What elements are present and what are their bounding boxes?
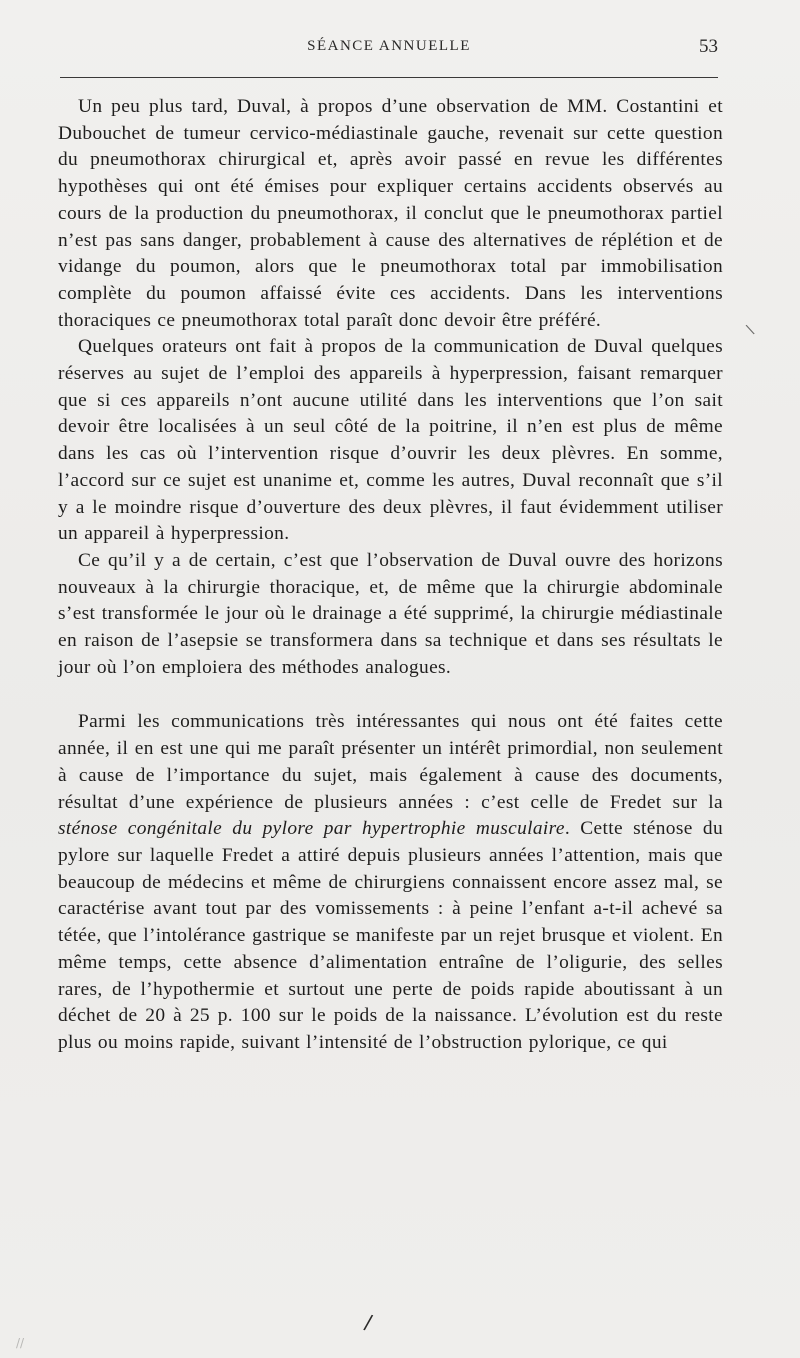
body-text [58, 94, 723, 1057]
stenose-title-italic: sténose congénitale du pylore par hypertrophie musculaire [58, 818, 565, 840]
stenose-text-after: . Cette sténose du pylore sur laquelle Fredet a attiré depuis plusieurs années l’attention, mais que beaucoup de médecins et même de chirurgiens connaissent encore assez mal, se caractérise avant tout par des vomissements : à peine l’enfant a-t-il achevé sa tétée, que l’intolérance gastrique se manifeste par un rejet brusque et violent. En même temps, cette absence d’alimentation entraîne de l’oligurie, des selles rares, de l’hypothermie et surtout une perte de poids rapide aboutissant à un déchet de 20 à 25 p. 100 sur le poids de la naissance. L’évolution est du reste plus ou moins rapide, suivant l’intensité de l’obstruction pylorique, ce qui [58, 818, 723, 1053]
page-header [60, 36, 718, 60]
page-number: 53 [699, 36, 718, 57]
paragraph-pneumothorax: Un peu plus tard, Duval, à propos d’une observation de MM. Costantini et Dubouchet de tumeur cervico-médiastinale gauche, revenait sur cette question du pneumothorax chirurgical et, après avoir passé en revue les différentes hypothèses qui ont été émises pour expliquer certains accidents observés au cours de la production du pneumothorax, il conclut que le pneumothorax partiel n’est pas sans danger, probablement à cause des alternatives de réplétion et de vidange du poumon, alors que le pneumothorax total par immobilisation complète du poumon affaissé évite ces accidents. Dans les interventions thoraciques ce pneumothorax total paraît donc devoir être préféré. [58, 96, 723, 331]
running-head: SÉANCE ANNUELLE [307, 38, 471, 54]
margin-pencil-mark: \ [744, 321, 756, 339]
bottom-ink-mark: / [362, 1309, 375, 1335]
header-rule [60, 77, 718, 78]
paragraph-stenose [58, 709, 723, 1056]
stenose-text-before: Parmi les communications très intéressantes qui nous ont été faites cette année, il en est une qui me paraît présenter un intérêt primordial, non seulement à cause de l’importance du sujet, mais également à cause des documents, résultat d’une expérience de plusieurs années : c’est celle de Fredet sur la [58, 711, 723, 813]
paragraph-hyperpression: Quelques orateurs ont fait à propos de la communication de Duval quelques réserves au sujet de l’emploi des appareils à hyperpression, faisant remarquer que si ces appareils n’ont aucune utilité dans les interventions que l’on sait devoir être localisées à un seul côté de la poitrine, il n’en est plus de même dans les cas où l’intervention risque d’ouvrir les deux plèvres. En somme, l’accord sur ce sujet est unanime et, comme les autres, Duval reconnaît que s’il y a le moindre risque d’ouverture des deux plèvres, il faut évidemment utiliser un appareil à hyperpression. [58, 336, 723, 545]
corner-pencil-mark: // [16, 1336, 25, 1350]
paragraph-horizons: Ce qu’il y a de certain, c’est que l’observation de Duval ouvre des horizons nouveaux à la chirurgie thoracique, et, de même que la chirurgie abdominale s’est transformée le jour où le drainage a été supprimé, la chirurgie médiastinale en raison de l’asepsie se transformera dans sa technique et dans ses résultats le jour où l’on emploiera des méthodes analogues. [58, 549, 723, 678]
